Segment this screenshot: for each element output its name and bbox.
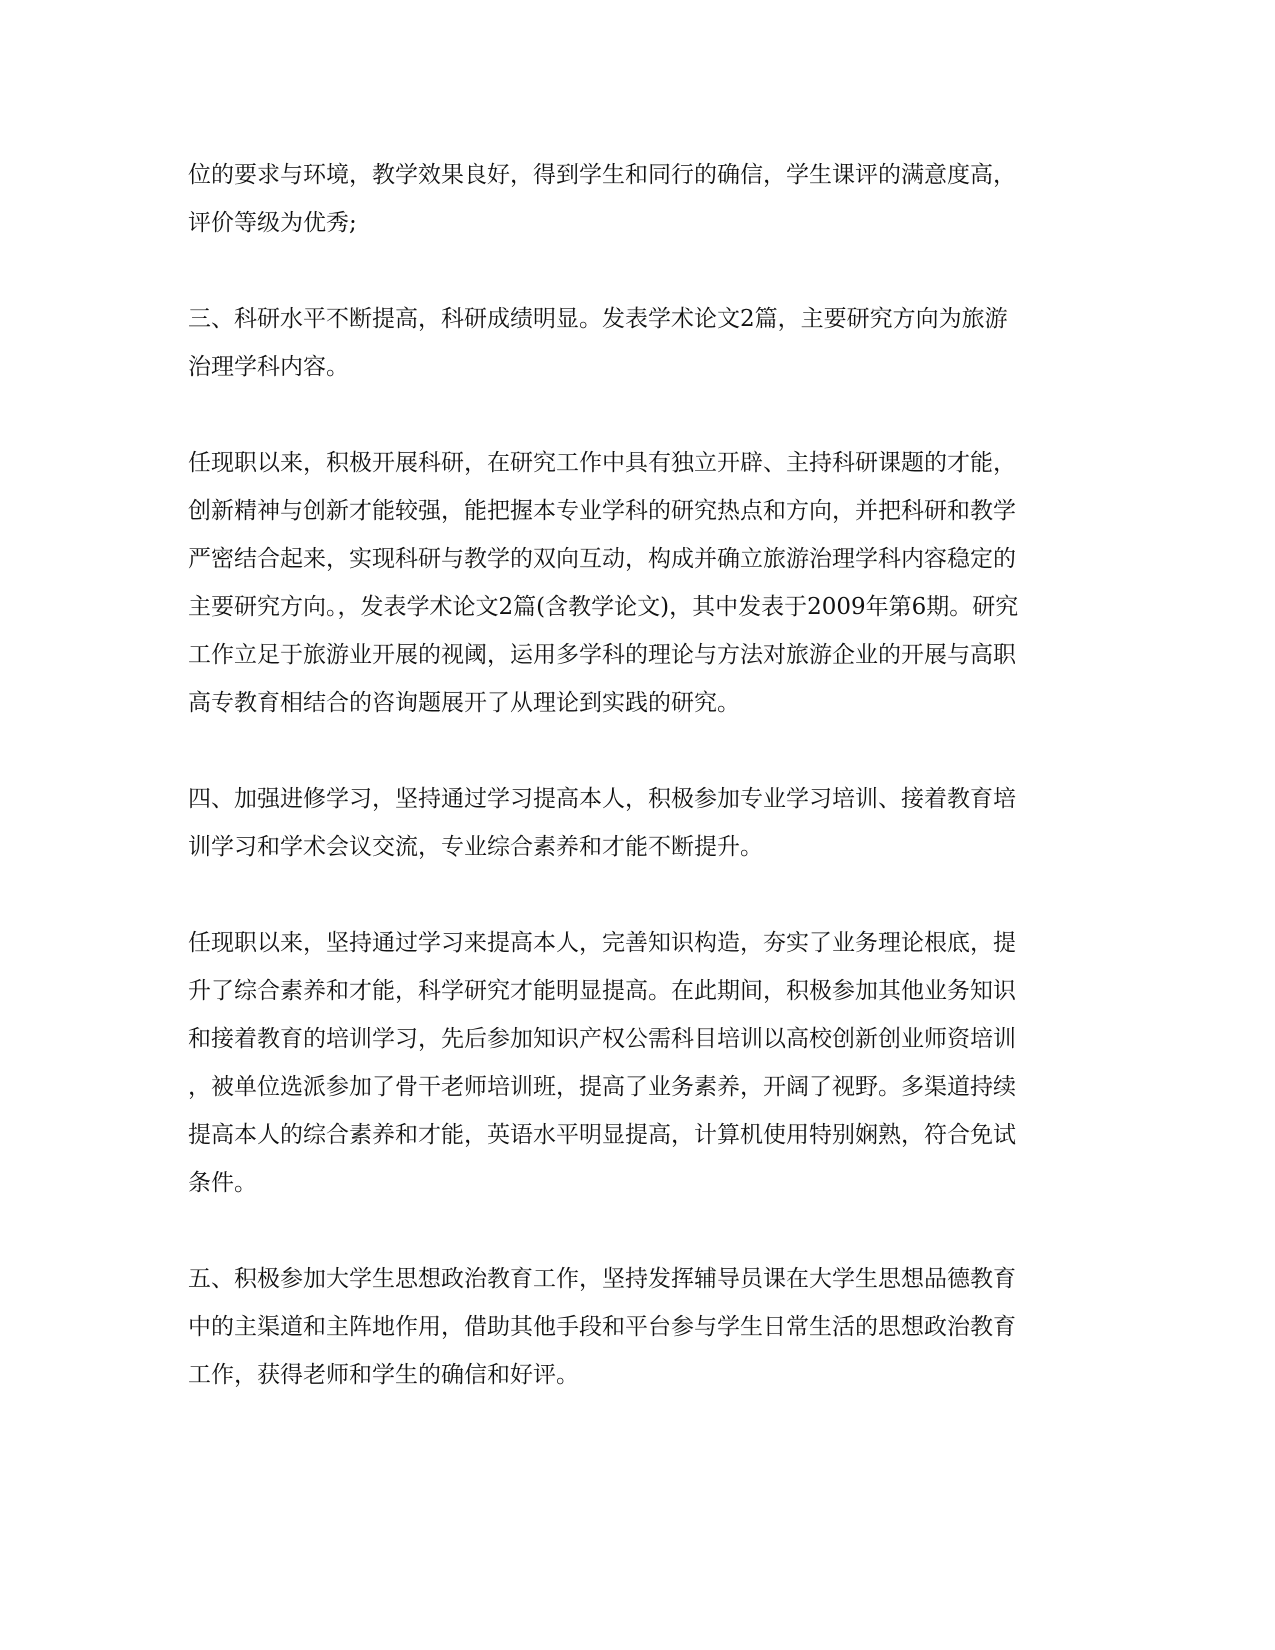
- text-line: ，被单位选派参加了骨干老师培训班，提高了业务素养，开阔了视野。多渠道持续: [188, 1074, 1016, 1100]
- text-line: 训学习和学术会议交流，专业综合素养和才能不断提升。: [188, 834, 763, 860]
- paragraph-continuing-education: [188, 919, 1088, 1207]
- text-line: 升了综合素养和才能，科学研究才能明显提高。在此期间，积极参加其他业务知识: [188, 978, 1016, 1004]
- text-line: 三、科研水平不断提高，科研成绩明显。发表学术论文2篇，主要研究方向为旅游: [188, 306, 1008, 332]
- paragraph-section-three-heading: [188, 295, 1088, 391]
- paragraph-section-five: [188, 1255, 1088, 1399]
- text-line: 五、积极参加大学生思想政治教育工作，坚持发挥辅导员课在大学生思想品德教育: [188, 1266, 1016, 1292]
- text-line: 任现职以来，积极开展科研，在研究工作中具有独立开辟、主持科研课题的才能，: [188, 450, 1016, 476]
- text-line: 严密结合起来，实现科研与教学的双向互动，构成并确立旅游治理学科内容稳定的: [188, 546, 1016, 572]
- paragraph-section-four-heading: [188, 775, 1088, 871]
- document-body: [188, 151, 1088, 1447]
- text-line: 工作，获得老师和学生的确信和好评。: [188, 1362, 579, 1388]
- paragraph-research-work: [188, 439, 1088, 727]
- text-line: 和接着教育的培训学习，先后参加知识产权公需科目培训以高校创新创业师资培训: [188, 1026, 1016, 1052]
- text-line: 治理学科内容。: [188, 354, 349, 380]
- text-line: 任现职以来，坚持通过学习来提高本人，完善知识构造，夯实了业务理论根底，提: [188, 930, 1016, 956]
- text-line: 提高本人的综合素养和才能，英语水平明显提高，计算机使用特别娴熟，符合免试: [188, 1122, 1016, 1148]
- text-line: 评价等级为优秀;: [188, 210, 357, 236]
- paragraph-teaching-evaluation: [188, 151, 1088, 247]
- text-line: 条件。: [188, 1170, 257, 1196]
- text-line: 高专教育相结合的咨询题展开了从理论到实践的研究。: [188, 690, 740, 716]
- text-line: 创新精神与创新才能较强，能把握本专业学科的研究热点和方向，并把科研和教学: [188, 498, 1016, 524]
- text-line: 主要研究方向。，发表学术论文2篇(含教学论文)，其中发表于2009年第6期。研究: [188, 594, 1019, 620]
- text-line: 中的主渠道和主阵地作用，借助其他手段和平台参与学生日常生活的思想政治教育: [188, 1314, 1016, 1340]
- text-line: 四、加强进修学习，坚持通过学习提高本人，积极参加专业学习培训、接着教育培: [188, 786, 1016, 812]
- text-line: 工作立足于旅游业开展的视阈，运用多学科的理论与方法对旅游企业的开展与高职: [188, 642, 1016, 668]
- text-line: 位的要求与环境，教学效果良好，得到学生和同行的确信，学生课评的满意度高，: [188, 162, 1016, 188]
